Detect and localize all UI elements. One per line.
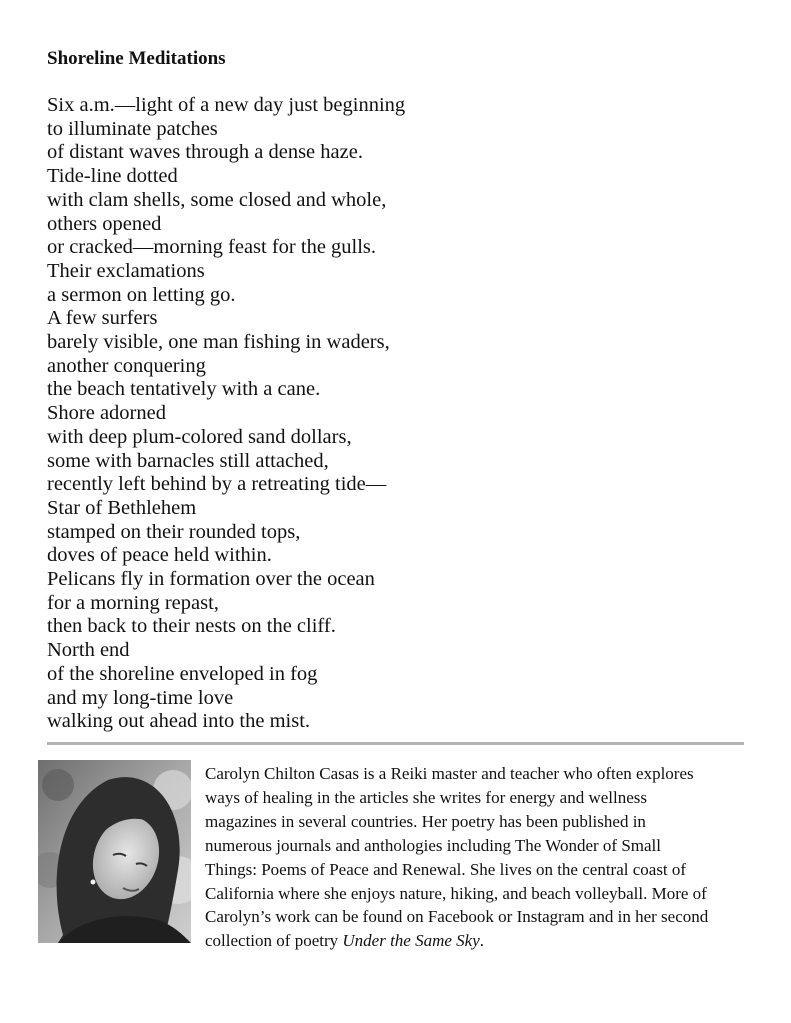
poem-line: a sermon on letting go. — [47, 283, 236, 306]
bio-line: Things: Poems of Peace and Renewal. She lives on the central coast of — [205, 859, 687, 879]
poem-line: Shore adorned — [47, 402, 166, 425]
poem-line: then back to their nests on the cliff. — [47, 615, 336, 638]
poem-line: another conquering — [47, 354, 206, 377]
bio-last-suffix: . — [479, 931, 484, 951]
bio-line: California where she enjoys nature, hiking, and beach volleyball. More of — [205, 883, 707, 903]
poem-body — [47, 94, 405, 734]
poem-line: stamped on their rounded tops, — [47, 520, 301, 543]
bio-line: Carolyn Chilton Casas is a Reiki master and teacher who often explores — [205, 764, 694, 783]
poem-line: barely visible, one man fishing in waders, — [47, 331, 390, 354]
poem-line: for a morning repast, — [47, 591, 219, 614]
poem-line: doves of peace held within. — [47, 544, 272, 567]
bio-line: magazines in several countries. Her poetry has been published in — [205, 811, 646, 831]
poem-line: others opened — [47, 212, 162, 235]
poem-line: Star of Bethlehem — [47, 496, 197, 519]
poem-line: and my long-time love — [47, 686, 234, 709]
bio-line: ways of healing in the articles she writes for energy and wellness — [205, 787, 648, 807]
poem-line: recently left behind by a retreating tide— — [47, 473, 387, 496]
poem-line: some with barnacles still attached, — [47, 449, 329, 472]
poem-line: Tide-line dotted — [47, 165, 178, 188]
bio-last-prefix: collection of poetry — [205, 931, 343, 951]
section-divider — [47, 742, 744, 745]
poem-line: with deep plum-colored sand dollars, — [47, 425, 352, 448]
poem-line: Their exclamations — [47, 259, 205, 282]
bio-line: Carolyn’s work can be found on Facebook or Instagram and in her second — [205, 907, 709, 927]
poem-line: Pelicans fly in formation over the ocean — [47, 568, 375, 591]
bio-line-last — [205, 929, 765, 953]
poem-line: to illuminate patches — [47, 117, 218, 140]
author-photo — [38, 760, 191, 943]
poem-line: with clam shells, some closed and whole, — [47, 188, 387, 211]
poem-line: of the shoreline enveloped in fog — [47, 662, 318, 685]
poem-line: the beach tentatively with a cane. — [47, 378, 321, 401]
author-bio — [205, 762, 765, 953]
poem-line: walking out ahead into the mist. — [47, 710, 311, 733]
poem-line: or cracked—morning feast for the gulls. — [47, 236, 377, 259]
poem-line: North end — [47, 639, 130, 662]
poem-line: Six a.m.—light of a new day just beginning — [47, 94, 406, 116]
poem-line: of distant waves through a dense haze. — [47, 141, 363, 164]
bio-line: numerous journals and anthologies including The Wonder of Small — [205, 835, 661, 855]
book-title: Under the Same Sky — [342, 931, 480, 951]
poem-title: Shoreline Meditations — [47, 48, 226, 69]
poem-line: A few surfers — [47, 307, 158, 330]
